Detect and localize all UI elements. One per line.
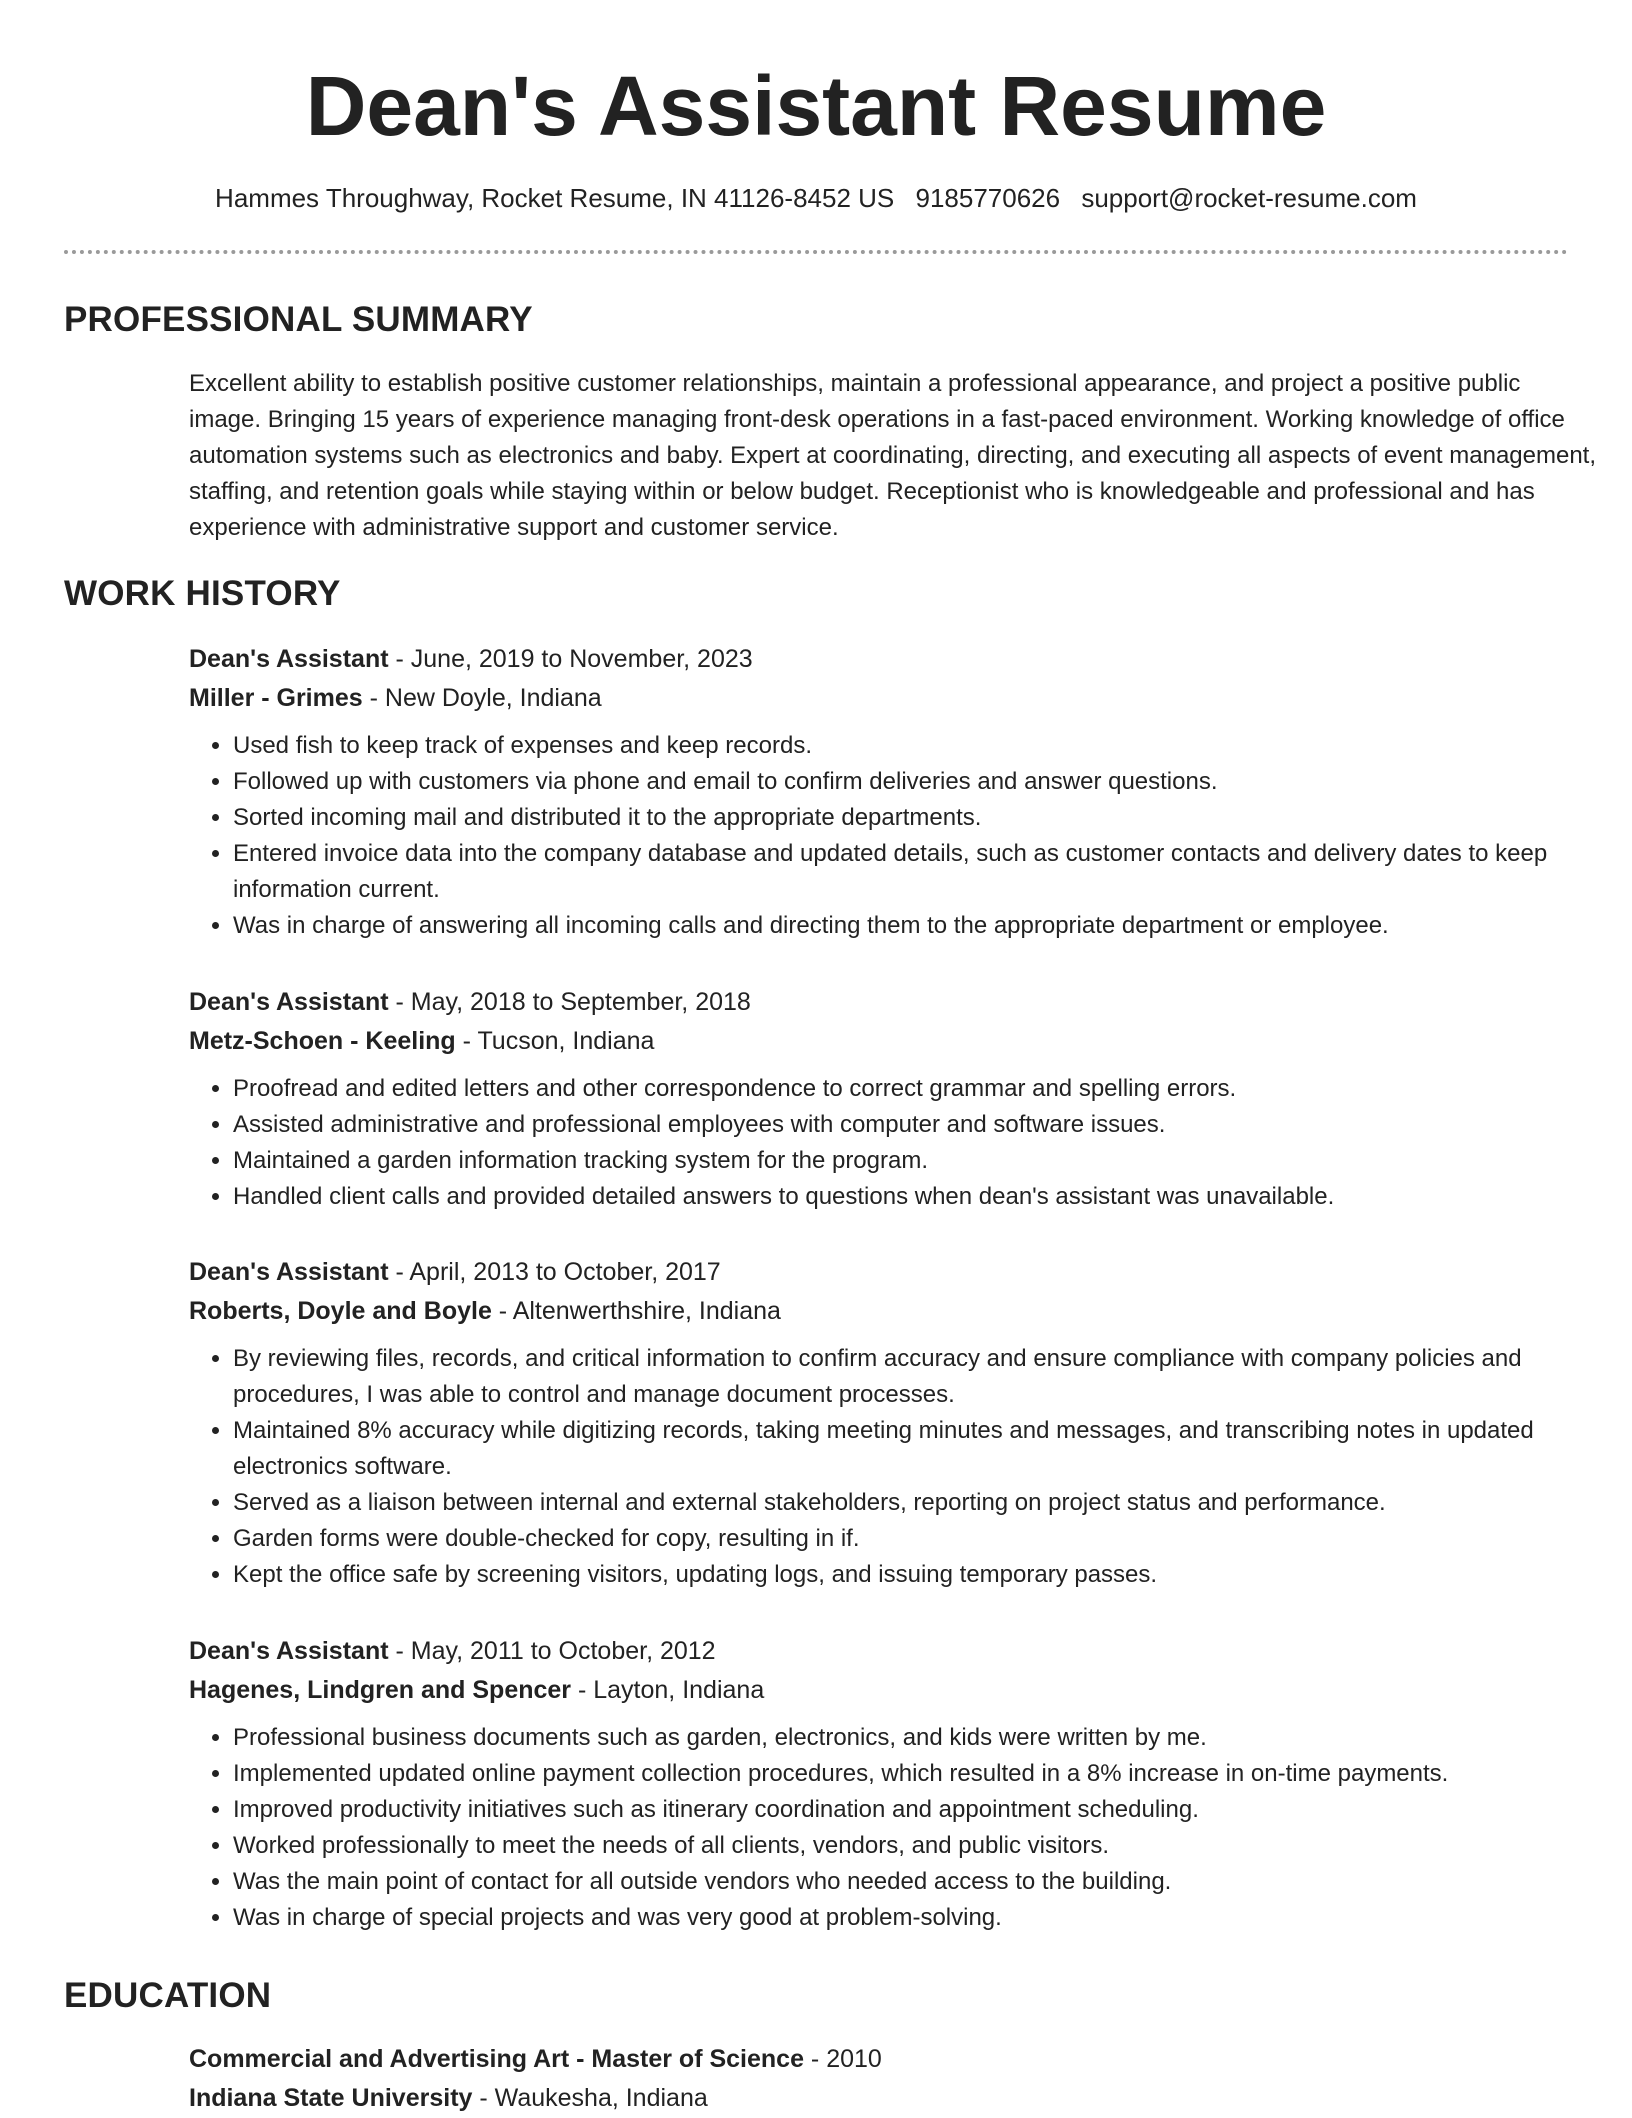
job-duty: • Improved productivity initiatives such as itinerary coordination and appointment scheduling.	[233, 1792, 1599, 1828]
education-school-line	[189, 2079, 1599, 2118]
job-company-line	[189, 1671, 1599, 1710]
education-school: Indiana State University	[189, 2084, 473, 2112]
contact-email: support@rocket-resume.com	[1081, 183, 1417, 213]
job-entry	[189, 1253, 1599, 1593]
job-duties-list	[189, 1720, 1599, 1936]
job-duty: • Worked professionally to meet the needs of all clients, vendors, and public visitors.	[233, 1828, 1599, 1864]
contact-line	[64, 180, 1568, 216]
job-duty: • Implemented updated online payment collection procedures, which resulted in a 8% increase in on-time payments.	[233, 1756, 1599, 1792]
job-entry	[189, 640, 1599, 944]
job-title-line	[189, 1253, 1599, 1292]
summary-text: Excellent ability to establish positive customer relationships, maintain a professional appearance, and project a positive public image. Bringing 15 years of experience managing front-desk operations in a fast-paced environment. Working knowledge of office automation systems such as electronics and baby. Expert at coordinating, directing, and executing all aspects of event management, staffing, and retention goals while staying within or below budget. Receptionist who is knowledgeable and professional and has experience with administrative support and customer service.	[189, 370, 1597, 541]
job-location: - Tucson, Indiana	[455, 1027, 655, 1055]
job-duty: • Maintained 8% accuracy while digitizing records, taking meeting minutes and messages, and transcribing notes in updated electronics software.	[233, 1413, 1599, 1485]
job-location: - Layton, Indiana	[571, 1676, 765, 1704]
job-duty: • Professional business documents such as garden, electronics, and kids were written by me.	[233, 1720, 1599, 1756]
job-duty: • Served as a liaison between internal and external stakeholders, reporting on project status and performance.	[233, 1485, 1599, 1521]
job-title-line	[189, 983, 1599, 1022]
summary-heading: PROFESSIONAL SUMMARY	[64, 300, 533, 339]
job-duties-list	[189, 1071, 1599, 1215]
job-duty: • Sorted incoming mail and distributed it to the appropriate departments.	[233, 800, 1599, 836]
job-dates: - April, 2013 to October, 2017	[388, 1258, 721, 1286]
job-company-line	[189, 679, 1599, 718]
job-duty: • Was the main point of contact for all outside vendors who needed access to the building.	[233, 1864, 1599, 1900]
education-year: - 2010	[803, 2045, 882, 2073]
job-title: Dean's Assistant	[189, 1637, 389, 1665]
education-entry	[189, 2040, 1599, 2118]
job-company-line	[189, 1022, 1599, 1061]
education-degree: Commercial and Advertising Art - Master of Science	[189, 2045, 804, 2073]
work-history-heading: WORK HISTORY	[64, 574, 341, 613]
job-title: Dean's Assistant	[189, 645, 389, 673]
job-title-line	[189, 640, 1599, 679]
job-duty: • Assisted administrative and professional employees with computer and software issues.	[233, 1107, 1599, 1143]
job-duty: • Kept the office safe by screening visitors, updating logs, and issuing temporary passes.	[233, 1557, 1599, 1593]
job-duty: • Entered invoice data into the company database and updated details, such as customer contacts and delivery dates to keep information current.	[233, 836, 1599, 908]
job-location: - Altenwerthshire, Indiana	[491, 1297, 781, 1325]
job-duties-list	[189, 728, 1599, 944]
job-location: - New Doyle, Indiana	[362, 684, 602, 712]
job-dates: - May, 2018 to September, 2018	[388, 988, 751, 1016]
education-degree-line	[189, 2040, 1599, 2079]
job-company: Miller - Grimes	[189, 684, 363, 712]
job-company: Hagenes, Lindgren and Spencer	[189, 1676, 572, 1704]
job-duty: • Garden forms were double-checked for copy, resulting in if.	[233, 1521, 1599, 1557]
job-duty: • By reviewing files, records, and critical information to confirm accuracy and ensure compliance with company policies and procedures, I was able to control and manage document processes.	[233, 1341, 1599, 1413]
job-duty: • Was in charge of answering all incoming calls and directing them to the appropriate department or employee.	[233, 908, 1599, 944]
job-duty: • Followed up with customers via phone and email to confirm deliveries and answer questions.	[233, 764, 1599, 800]
job-duty: • Maintained a garden information tracking system for the program.	[233, 1143, 1599, 1179]
job-duty: • Handled client calls and provided detailed answers to questions when dean's assistant was unavailable.	[233, 1179, 1599, 1215]
contact-phone: 9185770626	[915, 183, 1061, 213]
education-location: - Waukesha, Indiana	[472, 2084, 708, 2112]
job-title: Dean's Assistant	[189, 1258, 389, 1286]
job-company: Metz-Schoen - Keeling	[189, 1027, 456, 1055]
header-divider	[64, 250, 1568, 254]
job-entry	[189, 983, 1599, 1215]
contact-address: Hammes Throughway, Rocket Resume, IN 41126-8452 US	[215, 183, 895, 213]
job-title: Dean's Assistant	[189, 988, 389, 1016]
job-duty: • Proofread and edited letters and other correspondence to correct grammar and spelling errors.	[233, 1071, 1599, 1107]
job-title-line	[189, 1632, 1599, 1671]
job-duty: • Was in charge of special projects and was very good at problem-solving.	[233, 1900, 1599, 1936]
job-dates: - June, 2019 to November, 2023	[388, 645, 753, 673]
resume-title: Dean's Assistant Resume	[305, 59, 1327, 153]
job-company: Roberts, Doyle and Boyle	[189, 1297, 492, 1325]
education-heading: EDUCATION	[64, 1976, 272, 2015]
job-duties-list	[189, 1341, 1599, 1593]
job-entry	[189, 1632, 1599, 1936]
job-dates: - May, 2011 to October, 2012	[388, 1637, 716, 1665]
job-company-line	[189, 1292, 1599, 1331]
job-duty: • Used fish to keep track of expenses and keep records.	[233, 728, 1599, 764]
